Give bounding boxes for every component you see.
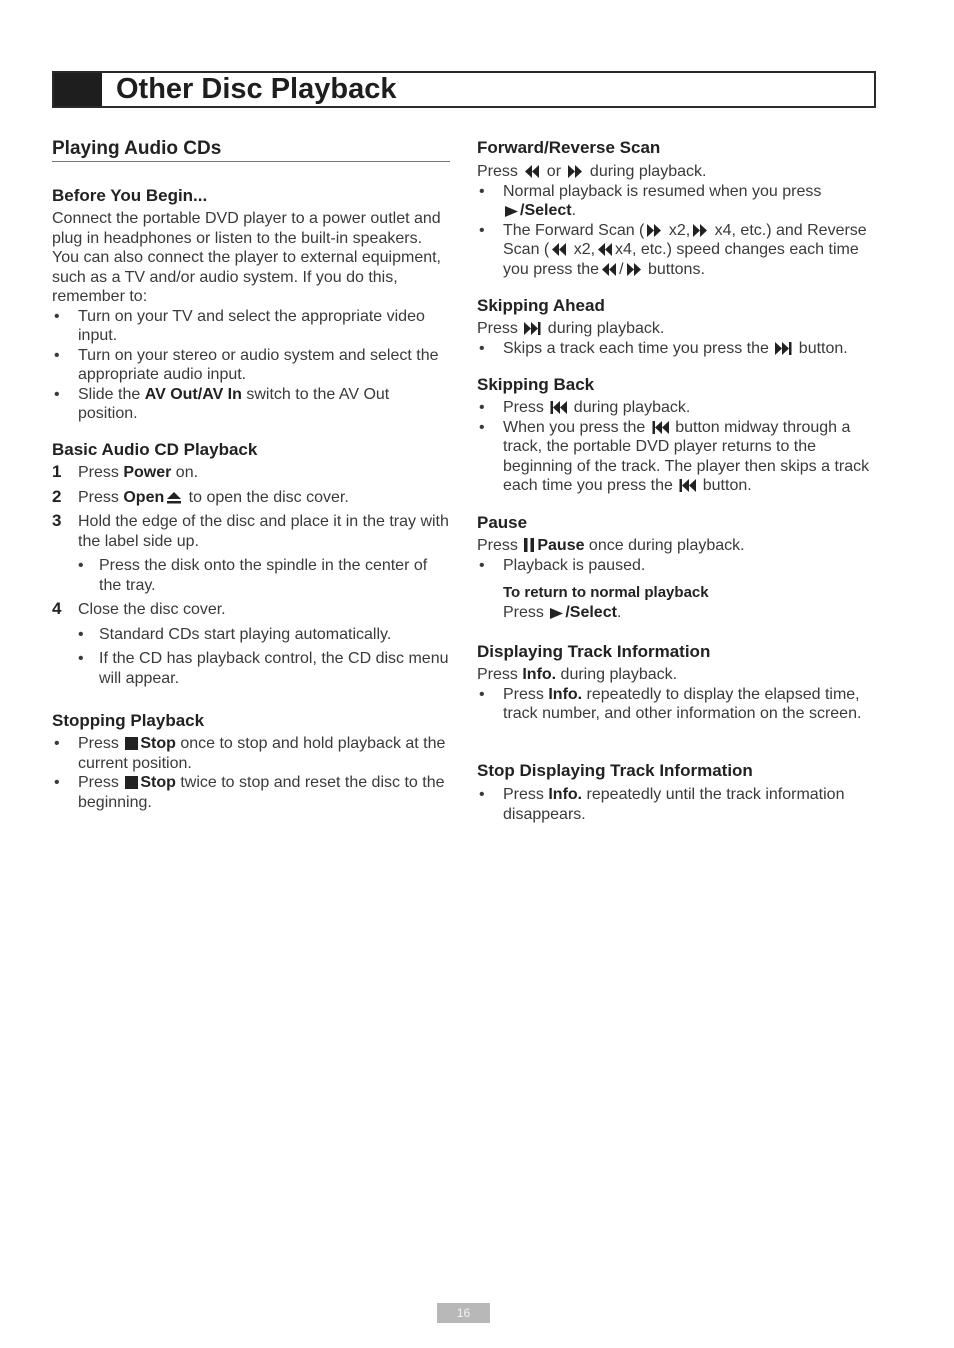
page-number: 16 (437, 1303, 490, 1323)
info-line (477, 665, 877, 685)
text: / (619, 260, 624, 278)
text: switch to the AV Out position. (78, 385, 390, 422)
bullet-item (477, 418, 877, 496)
text: x2, (569, 241, 596, 258)
bullet-item (477, 221, 877, 280)
fast-forward-icon (626, 263, 642, 276)
step-1 (52, 463, 450, 483)
stop-info-body (477, 785, 877, 824)
pause-body (477, 536, 877, 622)
text: The Forward Scan ( (503, 221, 645, 239)
step-2 (52, 488, 450, 508)
skip-next-icon (775, 342, 792, 355)
heading-stop-displaying-track-information: Stop Displaying Track Information (477, 761, 753, 780)
text: repeatedly to display the elapsed time, track number, and other information on the screen. (503, 685, 862, 722)
bullet-item (477, 339, 877, 359)
rewind-icon (601, 263, 617, 276)
text: Normal playback is resumed when you press (503, 182, 822, 200)
text: Skips a track each time you press the (503, 339, 774, 357)
text: repeatedly until the track information disappears. (503, 786, 845, 823)
text: Press (78, 735, 124, 752)
text: during playback. (569, 399, 691, 416)
step-number: 2 (52, 486, 62, 506)
bullet-item (477, 182, 877, 221)
text: button. (698, 477, 752, 494)
heading-stopping-playback: Stopping Playback (52, 711, 205, 730)
text: Press (78, 774, 124, 791)
text: during playback. (543, 320, 665, 337)
stop-label: Stop (140, 735, 176, 752)
text: Press (477, 320, 523, 337)
text: Press (78, 488, 124, 506)
text: buttons. (643, 260, 705, 278)
text: x4, etc.) and Reverse Scan ( (503, 221, 867, 258)
skipping-back-body (477, 398, 877, 496)
text: button midway through a track, the portable DVD player returns to the beginning of the track. The player then skips a track each time you press the (503, 418, 870, 494)
skip-ahead-line (477, 319, 877, 339)
step-4 (52, 600, 450, 620)
heading-basic-audio-cd-playback: Basic Audio CD Playback (52, 440, 258, 459)
bullet-item: • Turn on your stereo or audio system and select the appropriate audio input. (52, 346, 450, 385)
text: x4, etc.) speed changes each time you press the (503, 241, 859, 278)
return-to-playback-line (477, 603, 877, 623)
text: To return to normal playback (503, 584, 709, 601)
stop-icon (125, 776, 138, 789)
sub-bullet-item: • If the CD has playback control, the CD disc menu will appear. (52, 649, 450, 688)
skip-previous-icon (550, 401, 567, 414)
text: Press (477, 537, 523, 554)
pause-icon (524, 538, 535, 552)
text: . (616, 603, 622, 621)
text: Press (477, 666, 523, 683)
text: once to stop and hold playback at the current position. (78, 735, 446, 772)
step-3 (52, 512, 450, 551)
bullet-item (52, 734, 450, 773)
rewind-icon (597, 243, 613, 256)
pause-label: Pause (537, 537, 585, 554)
rewind-icon (551, 243, 567, 256)
power-label: Power (123, 464, 172, 481)
text: Press (503, 399, 549, 416)
text: When you press the (503, 418, 650, 436)
heading-before-you-begin: Before You Begin... (52, 186, 208, 205)
text: Hold the edge of the disc and place it in the tray with the label side up. (78, 513, 449, 550)
heading-skipping-back: Skipping Back (477, 375, 595, 394)
sub-bullet-item: • Press the disk onto the spindle in the center of the tray. (52, 556, 450, 595)
stop-label: Stop (140, 774, 176, 791)
text: Press (78, 464, 124, 481)
text: Press (503, 685, 549, 703)
select-label: /Select (565, 603, 617, 621)
text: Slide the (78, 385, 145, 403)
section-title-playing-audio-cds: Playing Audio CDs (52, 137, 450, 162)
info-label: Info. (548, 786, 583, 803)
info-label: Info. (548, 685, 583, 703)
basic-playback-steps (52, 463, 450, 688)
bullet-item (52, 385, 450, 424)
heading-pause: Pause (477, 513, 528, 532)
text: Close the disc cover. (78, 601, 226, 618)
skip-previous-icon (652, 421, 669, 434)
page-title: Other Disc Playback (116, 73, 397, 105)
text: on. (171, 464, 199, 481)
play-icon (505, 206, 518, 217)
step-number: 3 (52, 511, 62, 530)
text: to open the disc cover. (184, 488, 349, 506)
bullet-item: • Playback is paused. (477, 556, 877, 576)
pause-line (477, 536, 877, 556)
av-switch-label: AV Out/AV In (144, 385, 242, 403)
text: twice to stop and reset the disc to the beginning. (78, 774, 445, 811)
select-label: /Select (520, 202, 572, 219)
title-block-decoration (54, 73, 102, 106)
info-label: Info. (522, 666, 557, 683)
text: once during playback. (584, 537, 745, 554)
heading-forward-reverse-scan: Forward/Reverse Scan (477, 138, 661, 157)
skip-next-icon (524, 322, 541, 335)
skipping-ahead-body (477, 319, 877, 358)
heading-skipping-ahead: Skipping Ahead (477, 296, 605, 315)
text: during playback. (556, 666, 678, 683)
bullet-item (477, 398, 877, 418)
track-info-body (477, 665, 877, 724)
step-number: 4 (52, 599, 62, 618)
before-you-begin-body (52, 209, 450, 424)
text: during playback. (585, 163, 707, 180)
text: Press (503, 786, 549, 803)
page-title-bar (52, 71, 876, 108)
text: or (542, 163, 566, 180)
heading-displaying-track-information: Displaying Track Information (477, 642, 711, 661)
text: . (571, 202, 577, 219)
fast-forward-icon (692, 224, 708, 237)
bullet-item (52, 773, 450, 812)
text: x2, (664, 221, 691, 239)
scan-line (477, 162, 877, 182)
bullet-item (477, 685, 877, 724)
skip-previous-icon (679, 479, 696, 492)
sub-bullet-item: • Standard CDs start playing automatically. (52, 625, 450, 645)
bullet-item: • Turn on your TV and select the appropriate video input. (52, 307, 450, 346)
before-intro: Connect the portable DVD player to a power outlet and plug in headphones or listen to the built-in speakers. You can also connect the player to external equipment, such as a TV and/or audio system. If you do this, remember to: (52, 210, 441, 305)
text: Press (503, 603, 549, 621)
rewind-icon (524, 165, 540, 178)
text: Press (477, 163, 523, 180)
fast-forward-icon (646, 224, 662, 237)
bullet-item (477, 785, 877, 824)
return-to-playback-heading (477, 583, 877, 603)
step-number: 1 (52, 462, 62, 481)
scan-body (477, 162, 877, 279)
fast-forward-icon (567, 165, 583, 178)
stop-icon (125, 737, 138, 750)
stopping-playback-body (52, 734, 450, 812)
eject-icon (166, 491, 182, 504)
play-icon (550, 608, 563, 619)
text: button. (794, 339, 848, 357)
open-label: Open (123, 488, 165, 506)
